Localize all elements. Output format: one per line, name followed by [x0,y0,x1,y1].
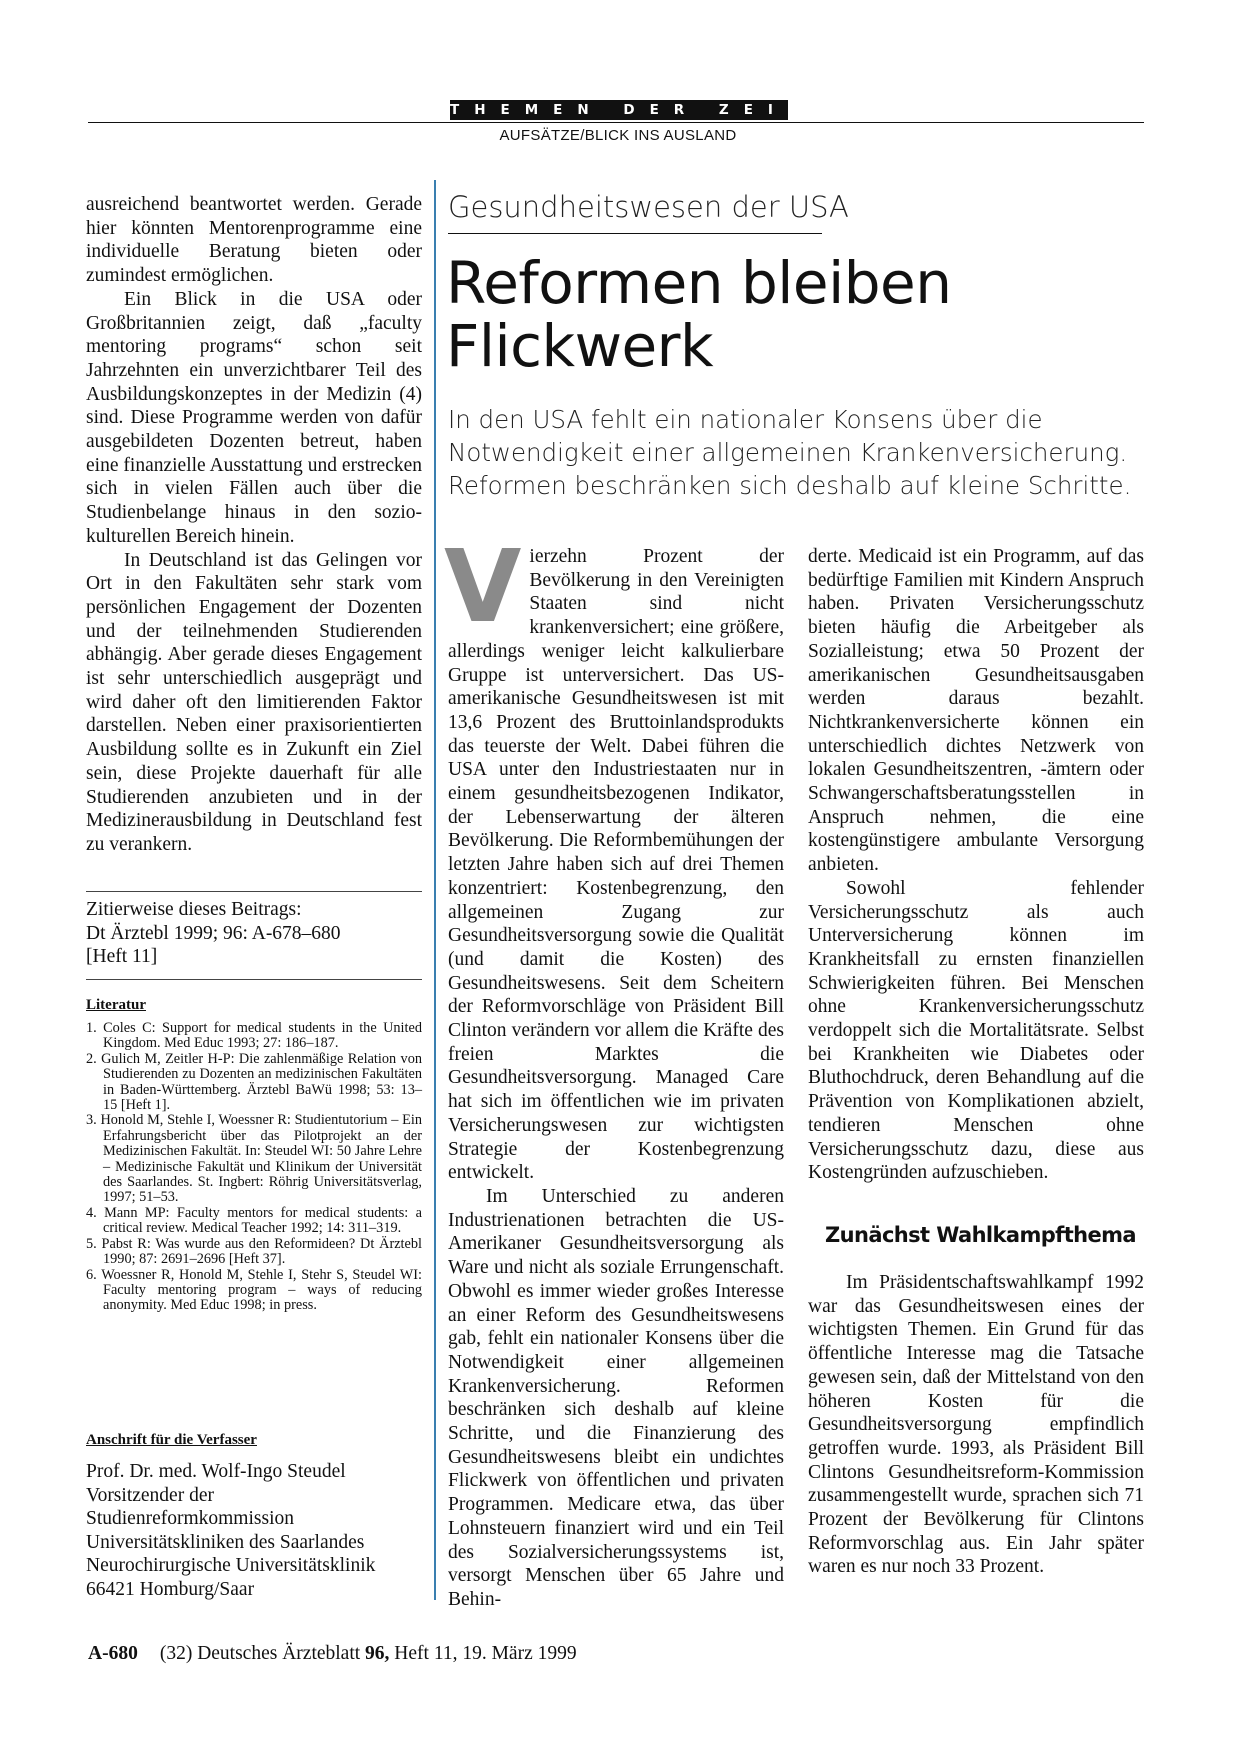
article-headline [446,249,1146,380]
body-paragraph: Im Präsidentschaftswahlkampf 1992 war das Gesundheitswesen eines der wichtigsten Themen. Ein Grund für das öffentliche Interesse mag die Tatsache gewesen sein, daß der Mittelstand von den höheren Kosten für die Gesundheitsversorgung empfindlich getroffen wurde. 1993, als Präsident Bill Clintons Gesundheitsreform-Kommission zusammengestellt wurde, sprachen sich 71 Prozent der Bevölkerung für Clintons Reformvorschlag aus. Ein Jahr später waren es nur noch 33 Prozent. [808,1272,1144,1578]
literature-heading: Literatur [86,997,146,1013]
headline-line: Reformen bleiben [446,249,952,317]
reference-item: 1. Coles C: Support for medical students in the United Kingdom. Med Educ 1993; 27: 186–187. [86,1020,422,1052]
citation-block [86,898,422,969]
article-column-2-continued [808,1271,1144,1579]
subsection-label: AUFSÄTZE/BLICK INS AUSLAND [499,127,737,144]
reference-list [86,1021,422,1314]
article-column-2 [808,545,1144,1185]
body-paragraph: In Deutschland ist das Gelingen vor Ort in den Fakultäten sehr stark vom persönlichen Engagement der Dozenten und der teilnehmenden Studierenden abhängig. Aber gerade dieses Engagement ist sehr unterschiedlich ausgeprägt und wird daher oft den limitierenden Faktor darstellen. Neben einer praxisorientierten Ausbildung sollte es in Zukunft ein Ziel sein, diese Projekte dauerhaft für alle Studierenden anzubieten und in der Medizinerausbildung in Deutschland fest zu verankern. [86,549,422,855]
reference-item: 6. Woessner R, Honold M, Stehle I, Stehr S, Steudel WI: Faculty mentoring program – ways of reducing anonymity. Med Educ 1998; in press. [86,1266,422,1314]
body-paragraph: derte. Medicaid ist ein Programm, auf das bedürftige Familien mit Kindern Anspruch haben. Privaten Versicherungsschutz bieten häufig die Arbeitgeber als Sozialleistung; etwa 50 Prozent der amerikanischen Gesundheitsausgaben werden daraus bezahlt. Nichtkrankenversicherte können ein unterschiedlich dichtes Netzwerk von lokalen Gesundheitszentren, -ämtern oder Schwangerschaftsberatungsstellen in Anspruch nehmen, die eine kostengünstigere ambulante Versorgung anbieten. [808,546,1144,876]
body-paragraph: Im Unterschied zu anderen Industrienationen betrachten die US-Amerikaner Gesundheitsversorgung als Ware und nicht als soziale Errungenschaft. Obwohl es immer wieder großes Interesse an einer Reform des Gesundheitswesens gab, fehlt ein nationaler Konsens über die Notwendigkeit einer allgemeinen Krankenversicherung. Reformen beschränken sich deshalb auf kleine Schritte, und die Finanzierung des Gesundheitswesens bleibt ein undichtes Flickwerk von öffentlichen und privaten Programmen. Medicare etwa, das über Lohnsteuern finanziert wird und ein Teil des Sozialversicherungssystems ist, versorgt Menschen über 65 Jahre und Behin- [448,1185,784,1610]
address-line: Universitätskliniken des Saarlandes [86,1531,365,1553]
address-line: Neurochirurgische Universitätsklinik [86,1555,376,1576]
previous-article-column [86,193,422,857]
address-line: Studienreformkommission [86,1508,294,1529]
literature-divider [86,979,422,980]
citation-line: Zitierweise dieses Beitrags: [86,899,302,920]
citation-line: Dt Ärztebl 1999; 96: A-678–680 [86,922,341,944]
article-column-1 [444,528,784,1612]
headline-line: Flickwerk [446,312,714,380]
address-line: 66421 Homburg/Saar [86,1578,255,1600]
issue-date: Heft 11, 19. März 1999 [389,1643,577,1664]
address-line: Prof. Dr. med. Wolf-Ingo Steudel [86,1461,346,1482]
article-lead: In den USA fehlt ein nationaler Konsens über die Notwendigkeit einer allgemeinen Krankenversicherung. Reformen beschränken sich deshalb auf kleine Schritte. [448,405,1132,500]
reference-item: 3. Honold M, Stehle I, Woessner R: Studientutorium – Ein Erfahrungsbericht über das Pilotprojekt an der Medizinischen Fakultät. In: Steudel WI: 50 Jahre Lehre – Medizinische Fakultät und Klinikum der Universität des Saarlandes. St. Ingbert: Röhrig Universitätsverlag, 1997; 51–53. [86,1112,422,1206]
author-address [86,1460,426,1601]
kicker-underline [448,233,822,234]
journal-volume: 96, [365,1643,390,1664]
address-line: Vorsitzender der [86,1484,214,1506]
first-paragraph-text: ierzehn Prozent der Bevölkerung in den Vereinigten Staaten sind nicht krankenversichert; eine größere, allerdings weniger leicht kalkulierbare Gruppe ist unterversichert. Das US-amerikanische Gesundheitswesen ist mit 13,6 Prozent des Bruttoinlandsprodukts das teuerste der Welt. Dabei führen die USA unter den Industriestaaten nur in einem gesundheitsbezogenen Indikator, der Lebenserwartung der älteren Bevölkerung. Die Reformbemühungen der letzten Jahre haben sich auf drei Themen konzentriert: Kostenbegrenzung, den allgemeinen Zugang zur Gesundheitsversorgung sowie die Qualität (und damit die Kosten) des Gesundheitswesens. Seit dem Scheitern der Reformvorschläge von Präsident Bill Clinton verändern vor allem die Kräfte des freien Marktes die Gesundheitsversorgung. Managed Care hat sich im öffentlichen wie im privaten Versicherungswesen zur wichtigsten Strategie der Kostenbegrenzung entwickelt. [448,546,784,1184]
section-subheading: Zunächst Wahlkampfthema [825,1223,1136,1247]
citation-divider [86,891,422,892]
journal-source: (32) Deutsches Ärzteblatt [159,1643,366,1664]
reference-item: 4. Mann MP: Faculty mentors for medical students: a critical review. Medical Teacher 1992; 14: 311–319. [86,1204,422,1237]
reference-item: 5. Pabst R: Was wurde aus den Reformideen? Dt Ärztebl 1990; 87: 2691–2696 [Heft 37]. [86,1235,422,1268]
page-footer [88,1643,577,1665]
article-kicker: Gesundheitswesen der USA [448,190,849,224]
body-paragraph [444,528,784,1185]
body-paragraph: ausreichend beantwortet werden. Gerade hier könnten Mentorenprogramme eine individuelle Beratung bieten oder zumindest ermöglichen. [86,194,422,287]
reference-item: 2. Gulich M, Zeitler H-P: Die zahlenmäßige Relation von Studierenden zu Dozenten an medizinischen Fakultäten in Baden-Württemberg. Ärztebl BaWü 1998; 53: 13–15 [Heft 1]. [86,1050,422,1114]
page-number: A-680 [88,1643,138,1664]
section-label: THEMEN DER ZEIT [450,102,813,118]
body-paragraph: Sowohl fehlender Versicherungsschutz als auch Unterversicherung können im Krankheitsfall zu ernsten finanziellen Schwierigkeiten führen. Bei Menschen ohne Krankenversicherungsschutz verdoppelt sich die Mortalitätsrate. Selbst bei Krankheiten wie Diabetes oder Bluthochdruck, deren Behandlung auf die Prävention von Komplikationen abzielt, tendieren Menschen ohne Versicherungsschutz dazu, diese aus Kostengründen aufzuschieben. [808,877,1144,1184]
drop-cap: V [444,528,522,645]
body-paragraph: Ein Blick in die USA oder Großbritannien zeigt, daß „faculty mentoring programs“ schon seit Jahrzehnten ein unverzichtbarer Teil des Ausbildungskonzeptes in der Medizin (4) sind. Diese Programme werden von dafür ausgebildeten Dozenten betreut, haben eine finanzielle Ausstattung und erstrecken sich in vielen Fällen auch über die Studienbelange hinaus in den sozio-kulturellen Bereich hinein. [86,288,422,547]
header-divider [88,122,1144,123]
address-heading: Anschrift für die Verfasser [86,1432,257,1448]
citation-line: [Heft 11] [86,946,158,967]
column-divider [434,180,436,1600]
